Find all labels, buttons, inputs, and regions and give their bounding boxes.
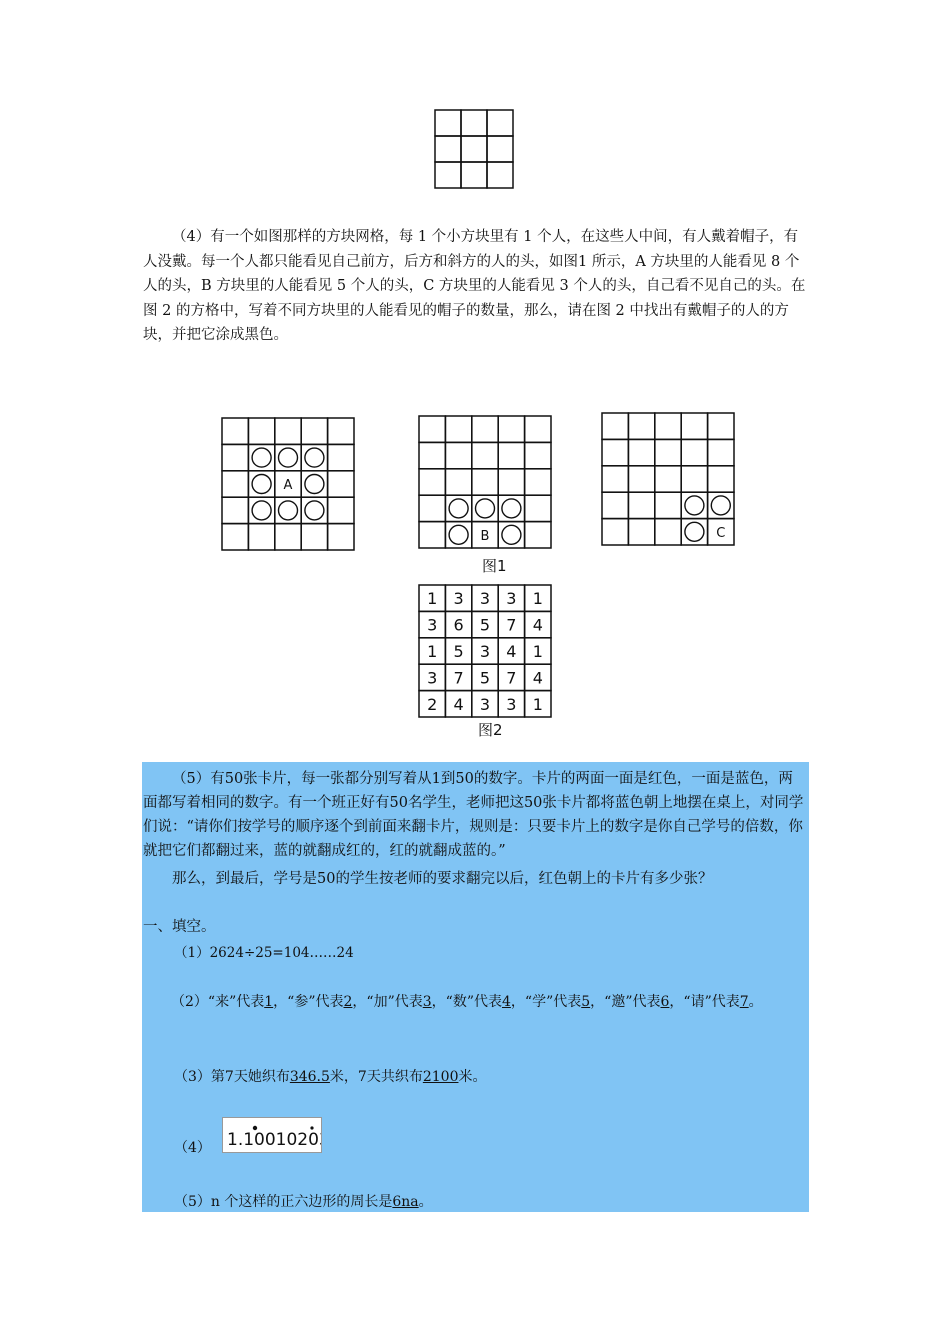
grid-cell [419,442,445,468]
hat-circle [476,499,495,518]
grid-cell [655,413,681,439]
grid-cell [328,444,354,470]
grid-cell [472,442,498,468]
hat-count: 1 [532,589,543,609]
grid-cell [525,522,551,548]
grid-cell [602,492,628,518]
answer-1: （1）2624÷25=104……24 [174,945,354,961]
grid-cell [681,466,707,492]
grid-cell [498,469,524,495]
grid-cell [655,466,681,492]
grid-cell [498,442,524,468]
grid-cell [419,469,445,495]
grid-cell [525,442,551,468]
grid-cell [602,466,628,492]
repeat-dot-end [310,1126,313,1129]
grid-cell [655,492,681,518]
figure2-caption: 图2 [478,721,503,739]
grid-cell [487,136,513,162]
cell-label: A [283,478,293,493]
grid-cell [435,136,461,162]
grid-cell [602,413,628,439]
answer-2: （2）“来”代表1，“参”代表2，“加”代表3，“数”代表4，“学”代表5，“邀”代表6，“请”代表7。 [171,994,763,1010]
hat-count: 1 [427,642,438,661]
grid-cell [525,495,551,521]
figure1-caption: 图1 [482,557,507,575]
hat-count: 4 [532,668,543,688]
grid-cell [328,471,354,497]
grid-cell [628,492,654,518]
answer-4-label: （4） [174,1140,211,1156]
hat-count: 5 [479,668,491,688]
grid-cell [472,416,498,442]
answer-5: （5）n 个这样的正六边形的周长是6na。 [174,1194,433,1210]
hat-circle [685,496,704,515]
hat-count: 1 [532,642,543,661]
problem-5-text: （5）有50张卡片，每一张都分别写着从1到50的数字。卡片的两面一面是红色，一面是蓝色，两面都写着相同的数字。有一个班正好有50名学生，老师把这50张卡片都将蓝色朝上地摆在桌上，对同学们说：“请你们按学号的顺序逐个到前面来翻卡片，规则是：只要卡片上的数字是你自己学号的倍数，你就把它们都翻过来，蓝的就翻成红的，红的就翻成蓝的。” [143,771,804,859]
grid-cell [419,495,445,521]
hat-circle [502,525,521,544]
hat-count: 3 [427,668,438,688]
hat-circle [305,448,324,467]
answers-heading: 一、填空。 [143,919,216,935]
grid-cell [472,469,498,495]
grid-cell [461,110,487,136]
hat-circle [449,499,468,518]
hat-circle [305,501,324,520]
hat-count: 3 [427,615,438,635]
grid-cell [445,416,471,442]
grid-cell [435,162,461,188]
grid-cell [708,439,734,465]
grid-cell [222,444,248,470]
grid-cell [248,524,274,550]
grid-cell [628,466,654,492]
hat-count: 3 [479,642,491,661]
grid-cell [655,519,681,545]
grid-cell [487,162,513,188]
grid-cell [602,519,628,545]
hat-count: 1 [532,694,543,714]
hat-circle [252,448,271,467]
figure2-grid [417,583,553,719]
grid-cell [602,439,628,465]
grid-cell [435,110,461,136]
grid-cell [419,416,445,442]
hat-count: 4 [506,642,517,661]
hat-count: 2 [427,694,438,714]
problem-5-question: 那么，到最后，学号是50的学生按老师的要求翻完以后，红色朝上的卡片有多少张？ [172,871,713,887]
hat-count: 3 [506,694,517,714]
grid-cell [328,524,354,550]
grid-cell [445,469,471,495]
hat-count: 3 [453,589,464,609]
hat-circle [279,448,298,467]
hat-circle [305,475,324,494]
grid-cell [301,418,327,444]
hat-count: 7 [453,668,464,688]
cell-label: B [480,528,490,544]
hat-circle [685,522,704,541]
hat-circle [252,475,271,494]
grid-cell [681,439,707,465]
grid-cell [461,136,487,162]
grid-cell [275,418,301,444]
grid-cell [275,524,301,550]
hat-count: 4 [453,694,464,714]
repeating-decimal-formula [223,1118,321,1152]
hat-count: 6 [453,615,464,635]
grid-cell [628,439,654,465]
svg-text:1.10010203: 1.10010203 [227,1130,321,1150]
hat-count: 3 [479,694,491,714]
grid-cell [222,471,248,497]
figure1-grid-a [220,416,356,552]
figure1-grid-b [417,414,553,550]
grid-cell [445,442,471,468]
grid-cell [328,418,354,444]
hat-circle [711,496,730,515]
hat-circle [502,499,521,518]
figure1-grid-c [600,411,736,547]
hat-count: 7 [506,668,517,688]
grid-cell [681,413,707,439]
grid-cell [222,497,248,523]
hat-count: 4 [532,615,543,635]
hat-count: 3 [479,589,491,609]
repeat-dot-start [253,1126,257,1130]
grid-cell [498,416,524,442]
grid-cell [708,466,734,492]
grid-cell [222,418,248,444]
grid-cell [461,162,487,188]
answer-4-formula-image [222,1117,322,1153]
grid-cell [525,469,551,495]
hat-count: 7 [506,615,517,635]
hat-count: 5 [453,642,464,661]
hat-count: 1 [427,589,438,609]
grid-cell [419,522,445,548]
grid-cell [525,416,551,442]
hat-count: 3 [506,589,517,609]
grid-cell [708,413,734,439]
grid-cell [328,497,354,523]
grid-cell [222,524,248,550]
hat-circle [252,501,271,520]
hat-circle [279,501,298,520]
grid-cell [301,524,327,550]
answer-3: （3）第7天她织布346.5米，7天共织布2100米。 [174,1069,487,1085]
grid-cell [487,110,513,136]
grid-cell [248,418,274,444]
problem-4-text: （4）有一个如图那样的方块网格，每 1 个小方块里有 1 个人，在这些人中间，有人戴着帽子，有人没戴。每一个人都只能看见自己前方，后方和斜方的人的头，如图1 所示，A 方块里的人能看见 8 个人的头，B 方块里的人能看见 5 个人的头，C 方块里的人能看见 3 个人的头，自己看不见自己的头。在图 2 的方格中，写着不同方块里的人能看见的帽子的数量，那么，请在图 2 中找出有戴帽子的人的方块，并把它涂成黑色。 [143,229,806,343]
cell-label: C [716,525,726,541]
hat-circle [449,525,468,544]
grid-cell [655,439,681,465]
grid-cell [628,519,654,545]
grid-cell [628,413,654,439]
hat-count: 5 [479,615,491,635]
top-grid [433,109,517,189]
